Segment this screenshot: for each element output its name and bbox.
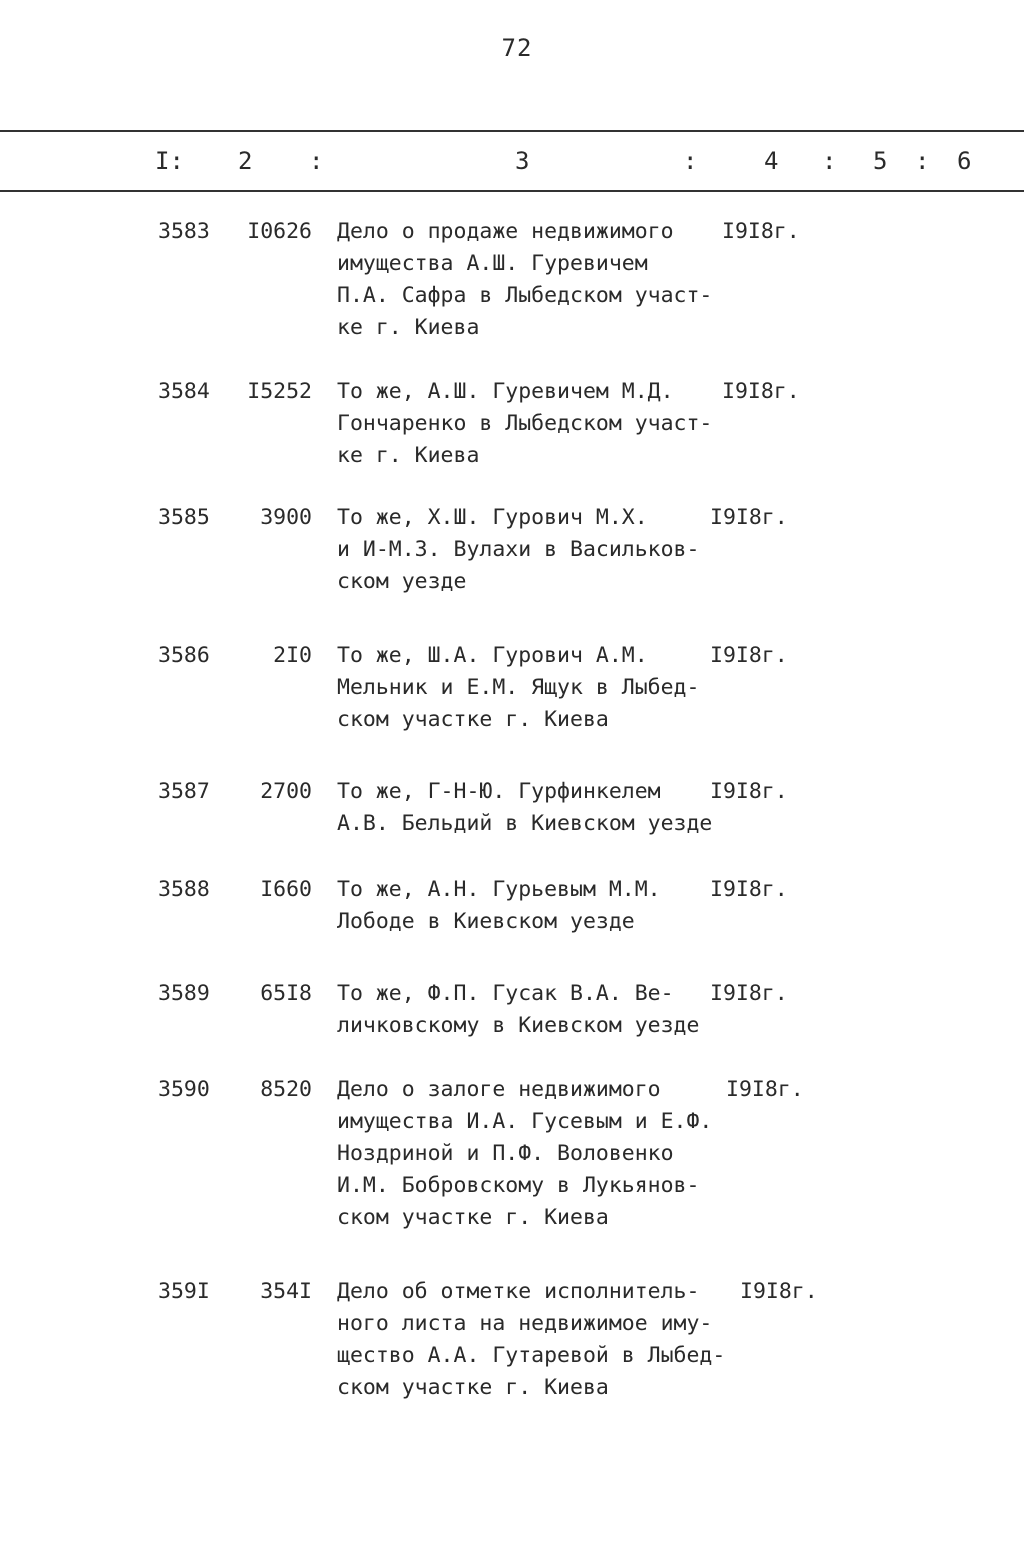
entry-number: 359I — [158, 1279, 210, 1304]
entry-old-number: I5252 — [247, 379, 312, 404]
entry-description: То же, А.Н. Гурьевым М.М. Лободе в Киевском уезде — [337, 877, 661, 934]
entry-description: То же, А.Ш. Гуревичем М.Д. Гончаренко в Лыбедском участ- ке г. Киева — [337, 379, 713, 468]
entry-old-number: I660 — [260, 877, 312, 902]
entry-description: То же, Г-Н-Ю. Гурфинкелем А.В. Бельдий в Киевском уезде — [337, 779, 713, 836]
header-top-rule — [0, 130, 1024, 132]
entry-number: 3590 — [158, 1077, 210, 1102]
entry-number: 3584 — [158, 379, 210, 404]
entry-year: I9I8г. — [722, 379, 800, 404]
entry-year: I9I8г. — [710, 877, 788, 902]
header-col-4: 4 — [764, 147, 779, 175]
entry-year: I9I8г. — [710, 505, 788, 530]
entry-description: Дело о продаже недвижимого имущества А.Ш. Гуревичем П.А. Сафра в Лыбедском участ- ке г. Киева — [337, 219, 713, 340]
entry-old-number: 8520 — [260, 1077, 312, 1102]
entry-old-number: 2I0 — [273, 643, 312, 668]
header-col-2: 2 — [238, 147, 253, 175]
entry-old-number: I0626 — [247, 219, 312, 244]
entry-year: I9I8г. — [740, 1279, 818, 1304]
entry-number: 3586 — [158, 643, 210, 668]
entry-description: То же, Ш.А. Гурович А.М. Мельник и Е.М. Ящук в Лыбед- ском участке г. Киева — [337, 643, 700, 732]
entry-description: То же, Ф.П. Гусак В.А. Ве- личковскому в Киевском уезде — [337, 981, 700, 1038]
entry-number: 3583 — [158, 219, 210, 244]
entry-year: I9I8г. — [722, 219, 800, 244]
entry-number: 3589 — [158, 981, 210, 1006]
entry-old-number: 2700 — [260, 779, 312, 804]
entry-description: Дело о залоге недвижимого имущества И.А. Гусевым и Е.Ф. Ноздриной и П.Ф. Воловенко И.М. Бобровскому в Лукьянов- ском участке г. Киева — [337, 1077, 713, 1230]
page-number: 72 — [501, 34, 533, 62]
entry-description: Дело об отметке исполнитель- ного листа на недвижимое иму- щество А.А. Гутаревой в Лыбед- ском участке г. Киева — [337, 1279, 726, 1400]
entry-old-number: 65I8 — [260, 981, 312, 1006]
header-separator-3: : — [822, 147, 837, 175]
header-bottom-rule — [0, 190, 1024, 192]
entry-description: То же, Х.Ш. Гурович М.Х. и И-М.З. Вулахи в Васильков- ском уезде — [337, 505, 700, 594]
entry-number: 3588 — [158, 877, 210, 902]
header-col-6: 6 — [957, 147, 972, 175]
header-separator-1: : — [309, 147, 324, 175]
header-col-3: 3 — [515, 147, 530, 175]
header-col-5: 5 — [873, 147, 888, 175]
header-separator-4: : — [915, 147, 930, 175]
entry-year: I9I8г. — [710, 643, 788, 668]
entry-year: I9I8г. — [710, 981, 788, 1006]
entry-number: 3585 — [158, 505, 210, 530]
entry-year: I9I8г. — [710, 779, 788, 804]
entry-year: I9I8г. — [726, 1077, 804, 1102]
entry-old-number: 354I — [260, 1279, 312, 1304]
header-col-1: I: — [155, 147, 184, 175]
header-separator-2: : — [683, 147, 698, 175]
entry-old-number: 3900 — [260, 505, 312, 530]
entry-number: 3587 — [158, 779, 210, 804]
